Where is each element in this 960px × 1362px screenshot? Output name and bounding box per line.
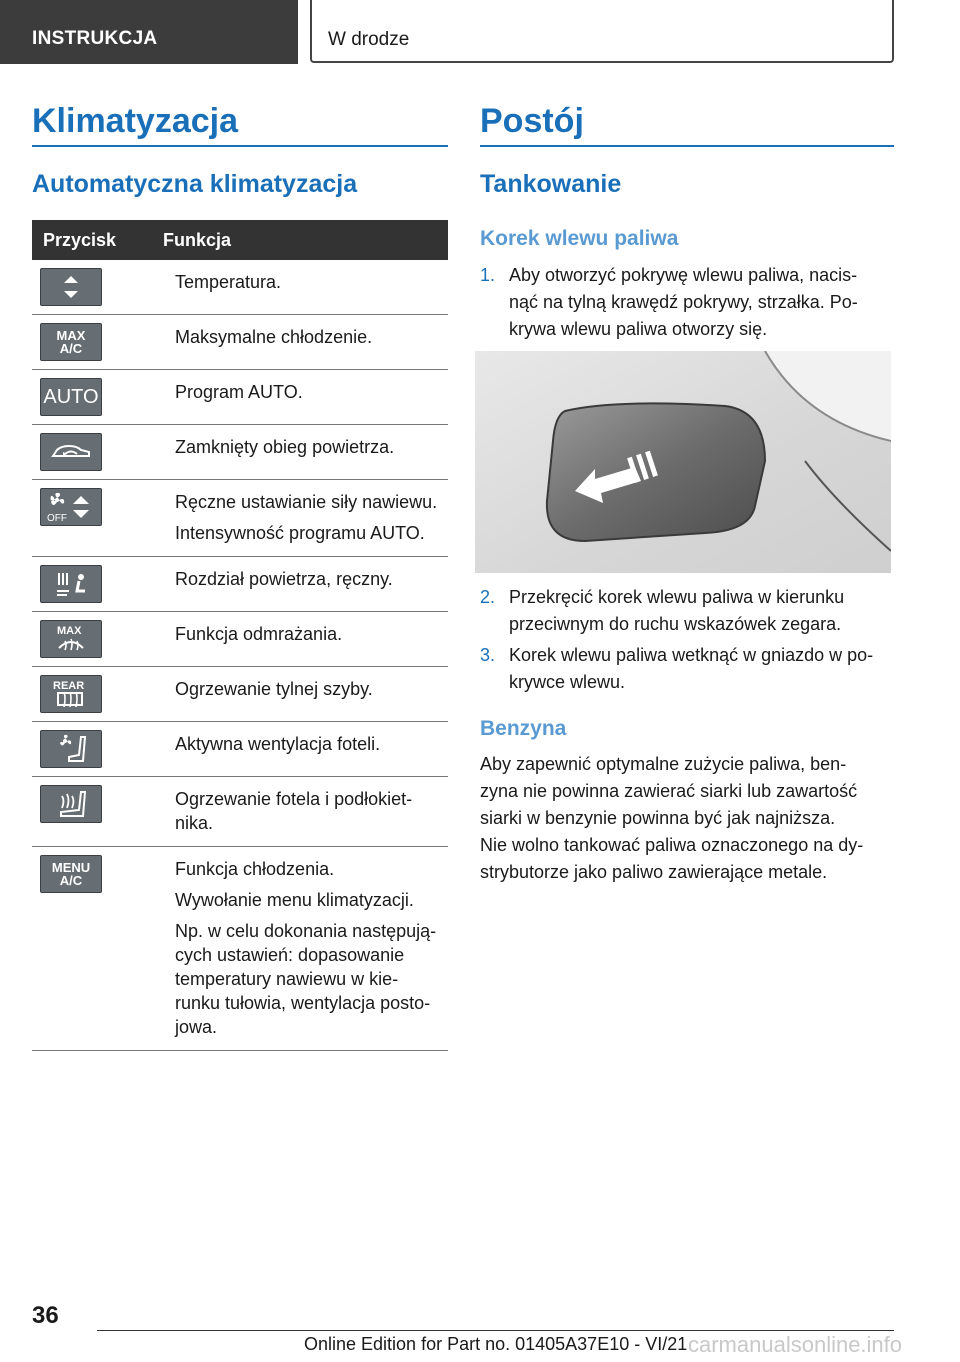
step-text: Aby otworzyć pokrywę wlewu paliwa, nacis- nąć na tylną krawędź pokrywy, strzałka. Po- krywa wlewu paliwa otworzy się. (509, 265, 858, 339)
list-item (480, 642, 900, 696)
subsection-title-refueling: Tankowanie (480, 170, 622, 198)
header-section-tab (0, 0, 298, 64)
column-header-button: Przycisk (32, 220, 163, 260)
table-row (32, 425, 448, 480)
table-header-row (32, 220, 448, 260)
step-text: Korek wlewu paliwa wetknąć w gniazdo w po- krywce wlewu. (509, 645, 874, 692)
petrol-paragraph-1: Aby zapewnić optymalne zużycie paliwa, ben- zyna nie powinna zawierać siarki lub zawartość siarki w benzynie powinna być jak najniższa. (480, 754, 858, 828)
step-number: 1. (480, 265, 496, 285)
table-row (32, 777, 448, 847)
recirculation-icon (40, 433, 102, 471)
title-rule-left (32, 145, 448, 147)
page-number: 36 (32, 1302, 59, 1329)
function-text: Ogrzewanie fotela i podłokiet- nika. (175, 789, 413, 833)
auto-icon (40, 378, 102, 416)
seat-ventilation-icon (40, 730, 102, 768)
header-chapter-label: W drodze (328, 29, 410, 50)
auto-label: AUTO (43, 386, 99, 408)
function-text: Np. w celu dokonania następują- cych ustawień: dopasowanie temperatury nawiewu w kie- runku tułowia, wentylacja posto- jowa. (175, 921, 437, 1037)
petrol-paragraph-2: Nie wolno tankować paliwa oznaczonego na dy- strybutorze jako paliwo zawierające metale. (480, 835, 864, 882)
step-text: Przekręcić korek wlewu paliwa w kierunku przeciwnym do ruchu wskazówek zegara. (509, 587, 845, 634)
watermark: carmanualsonline.info (688, 1332, 903, 1357)
function-text: Funkcja odmrażania. (175, 624, 343, 644)
table-row (32, 315, 448, 370)
step-number: 3. (480, 645, 496, 665)
table-row (32, 847, 448, 1051)
function-text: Zamknięty obieg powietrza. (175, 437, 395, 457)
max-defrost-label: MAX (57, 625, 82, 637)
function-text: Intensywność programu AUTO. (175, 523, 425, 543)
climate-buttons-table (32, 220, 448, 1051)
heading-petrol: Benzyna (480, 717, 567, 740)
subsection-title-auto-ac: Automatyczna klimatyzacja (32, 170, 358, 198)
function-text: Ogrzewanie tylnej szyby. (175, 679, 373, 699)
heading-fuel-cap: Korek wlewu paliwa (480, 227, 679, 250)
section-title-postoj: Postój (480, 102, 584, 140)
max-ac-icon (40, 323, 102, 361)
footer-edition: Online Edition for Part no. 01405A37E10 - VI/21 (304, 1334, 688, 1354)
menu-ac-label: MENU A/C (51, 860, 91, 888)
temperature-arrows-icon (40, 268, 102, 306)
rear-defrost-label: REAR (53, 680, 85, 692)
header-section-label: INSTRUKCJA (32, 28, 158, 49)
function-text: Temperatura. (175, 272, 282, 292)
max-defrost-icon (40, 620, 102, 658)
function-text: Wywołanie menu klimatyzacji. (175, 890, 414, 910)
function-text: Program AUTO. (175, 382, 303, 402)
footer-rule (97, 1330, 894, 1331)
steps-list-2 (480, 584, 900, 696)
seat-heating-icon (40, 785, 102, 823)
fan-speed-icon (40, 488, 102, 526)
max-ac-label: MAX A/C (56, 328, 86, 356)
table-row (32, 612, 448, 667)
step-number: 2. (480, 587, 496, 607)
table-row (32, 667, 448, 722)
steps-list-1 (480, 262, 900, 343)
table-row (32, 260, 448, 315)
title-rule-right (480, 145, 894, 147)
table-row (32, 557, 448, 612)
list-item (480, 584, 900, 638)
fan-off-label: OFF (47, 513, 67, 524)
table-row (32, 722, 448, 777)
function-text: Ręczne ustawianie siły nawiewu. (175, 492, 438, 512)
list-item (480, 262, 900, 343)
header-chapter-tab (310, 0, 894, 63)
function-text: Maksymalne chłodzenie. (175, 327, 373, 347)
fuel-flap-photo (475, 351, 891, 573)
air-distribution-icon (40, 565, 102, 603)
column-header-function: Funkcja (163, 220, 448, 260)
menu-ac-icon (40, 855, 102, 893)
function-text: Funkcja chłodzenia. (175, 859, 335, 879)
section-title-klimatyzacja: Klimatyzacja (32, 102, 238, 140)
table-row (32, 480, 448, 557)
function-text: Rozdział powietrza, ręczny. (175, 569, 393, 589)
rear-window-defrost-icon (40, 675, 102, 713)
table-row (32, 370, 448, 425)
function-text: Aktywna wentylacja foteli. (175, 734, 381, 754)
